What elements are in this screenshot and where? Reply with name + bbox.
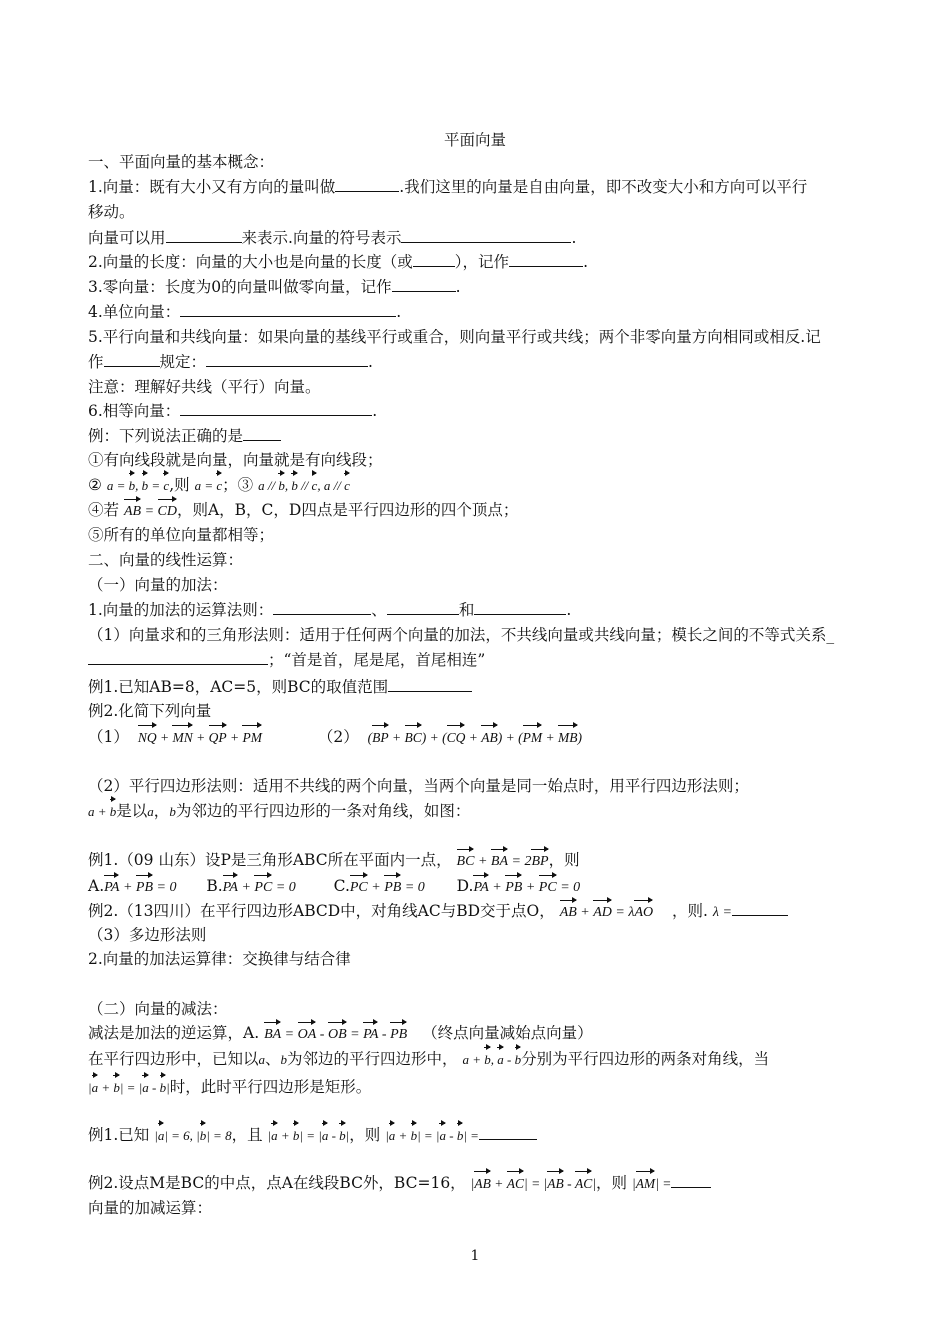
formula: |AB + AC| = |AB - AC|	[471, 1176, 596, 1191]
concept-vector-cont: 移动。	[88, 203, 135, 221]
formula: a + b, a - b	[462, 1052, 521, 1067]
subtraction-parallelogram: 在平行四边形中，已知以a、b为邻边的平行四边形中， a + b, a - b分别为平行四边形的两条对角线，当	[88, 1050, 770, 1068]
answer-blank	[401, 228, 571, 243]
answer-blank	[474, 600, 566, 615]
formula: |AM| =	[632, 1176, 671, 1191]
example-2: 例2.化简下列向量	[88, 702, 212, 720]
answer-options: A.PA + PB = 0 B.PA + PC = 0 C.PC + PB = 0 D.PA + PB + PC = 0	[88, 876, 868, 898]
answer-blank	[388, 677, 472, 692]
answer-blank	[166, 228, 242, 243]
subtraction-example-2: 例2.设点M是BC的中点，点A在线段BC外，BC=16， |AB + AC| = |AB - AC|，则 |AM| =	[88, 1173, 868, 1194]
answer-blank	[335, 177, 399, 192]
note: 注意：理解好共线（平行）向量。	[88, 378, 321, 396]
formula: AB = CD	[124, 504, 177, 519]
page-number: 1	[470, 1248, 480, 1264]
statement-5: ⑤所有的单位向量都相等；	[88, 526, 275, 544]
concept-zero-vector: 3.零向量：长度为0的向量叫做零向量，记作 .	[88, 278, 461, 296]
answer-blank	[509, 252, 583, 267]
example-shandong: 例1.（09 山东）设P是三角形ABC所在平面内一点， BC + BA = 2BP，则	[88, 850, 868, 872]
answer-blank	[387, 600, 459, 615]
polygon-rule: （3）多边形法则	[88, 926, 207, 944]
concept-length: 2.向量的长度：向量的大小也是向量的长度（或 ），记作 .	[88, 253, 588, 271]
answer-blank	[732, 901, 788, 916]
answer-blank	[671, 1173, 711, 1188]
formula: |a + b| = |a - b|	[88, 1080, 170, 1095]
concept-notation: 向量可以用 来表示.向量的符号表示 .	[88, 229, 577, 247]
answer-blank	[104, 352, 160, 367]
statement-4: ④若 AB = CD，则A，B，C，D四点是平行四边形的四个顶点；	[88, 500, 868, 522]
formula: BC + BA = 2BP	[457, 854, 549, 869]
answer-blank	[392, 277, 456, 292]
answer-blank	[180, 302, 396, 317]
formula: BA = OA - OB = PA - PB	[264, 1027, 407, 1042]
formula: a // b, b // c, a // c	[258, 478, 350, 493]
parallelogram-rule-cont: a + b是以a，b为邻边的平行四边形的一条对角线，如图：	[88, 802, 471, 820]
statement-1: ①有向线段就是向量，向量就是有向线段；	[88, 451, 383, 469]
answer-blank	[479, 1125, 537, 1140]
addition-laws: 2.向量的加法运算律：交换律与结合律	[88, 950, 351, 968]
formula: a + b	[88, 804, 116, 819]
subtraction-definition: 减法是加法的逆运算，A. BA = OA - OB = PA - PB （终点向量减始点向量）	[88, 1023, 868, 1045]
example-1: 例1.已知AB=8，AC=5，则BC的取值范围	[88, 677, 868, 697]
example-sichuan: 例2.（13四川）在平行四边形ABCD中，对角线AC与BD交于点O， AB + AD = λAO ，则. λ =	[88, 901, 868, 923]
concept-parallel: 5.平行向量和共线向量：如果向量的基线平行或重合，则向量平行或共线；两个非零向量方向相同或相反.记	[88, 328, 821, 346]
answer-blank	[88, 650, 268, 665]
subsection-heading: （二）向量的减法：	[88, 1000, 228, 1018]
section-heading: 二、向量的线性运算：	[88, 551, 244, 569]
example-2-parts: （1） NQ + MN + QP + PM （2） (BP + BC) + (CQ + AB) + (PM + MB)	[88, 728, 583, 746]
answer-blank	[273, 600, 371, 615]
formula: |a| = 6, |b| = 8	[154, 1128, 231, 1143]
mixed-operations-heading: 向量的加减运算：	[88, 1199, 213, 1217]
concept-equal: 6.相等向量： .	[88, 402, 378, 420]
formula: (BP + BC) + (CQ + AB) + (PM + MB)	[368, 730, 582, 745]
example-question: 例：下列说法正确的是	[88, 426, 868, 446]
concept-parallel-cont: 作 规定： .	[88, 353, 373, 371]
rectangle-condition: |a + b| = |a - b|时，此时平行四边形是矩形。	[88, 1078, 372, 1096]
formula: a = b, b = c	[107, 478, 169, 493]
concept-unit-vector: 4.单位向量： .	[88, 303, 402, 321]
concept-vector: 1.向量：既有大小又有方向的量叫做 .我们这里的向量是自由向量，即不改变大小和方向可以平行	[88, 178, 808, 196]
subtraction-example-1: 例1.已知 |a| = 6, |b| = 8，且 |a + b| = |a - b|，则 |a + b| = |a - b| =	[88, 1125, 868, 1146]
formula: AB + AD = λAO	[560, 905, 653, 920]
page-title: 平面向量	[443, 131, 506, 149]
addition-rules: 1.向量的加法的运算法则： 、 和 .	[88, 601, 572, 619]
formula: |a + b| = |a - b|	[268, 1128, 350, 1143]
subsection-heading: （一）向量的加法：	[88, 576, 228, 594]
section-heading: 一、平面向量的基本概念：	[88, 153, 275, 171]
formula: NQ + MN + QP + PM	[138, 730, 262, 745]
formula: a = c	[195, 478, 223, 493]
formula: |a + b| = |a - b| =	[385, 1128, 479, 1143]
triangle-rule-cont: ；“首是首，尾是尾，首尾相连”	[88, 650, 868, 670]
triangle-rule: （1）向量求和的三角形法则：适用于任何两个向量的加法，不共线向量或共线向量；模长之间的不等式关系_	[88, 626, 835, 644]
answer-blank	[206, 352, 368, 367]
answer-blank	[180, 401, 372, 416]
answer-blank	[243, 426, 281, 441]
answer-blank	[413, 252, 455, 267]
statement-2-3: ② a = b, b = c,则 a = c；③ a // b, b // c, a // c	[88, 476, 350, 494]
parallelogram-rule: （2）平行四边形法则：适用不共线的两个向量，当两个向量是同一始点时，用平行四边形法则；	[88, 777, 749, 795]
